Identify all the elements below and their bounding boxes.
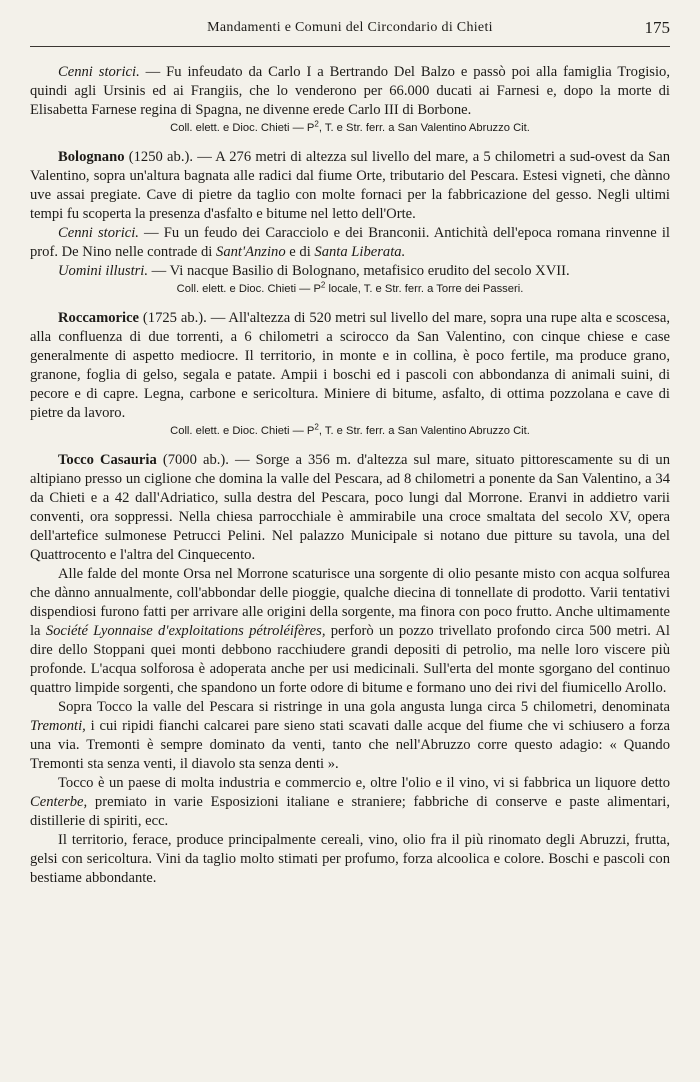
- paragraph-cenni-storici: [30, 224, 670, 262]
- note-text: , T. e Str. ferr. a San Valentino Abruzzo Cit.: [318, 122, 530, 134]
- paragraph-industria: [30, 774, 670, 831]
- paragraph-text: (1725 ab.). — All'altezza di 520 metri sul livello del mare, sopra una rupe alta e scoscesa, alla confluenza di due torrenti, a 6 chilometri a scirocco da San Valentino, con cinque chiese e case generalmente di aspetto mediocre. Il territorio, in monte e in collina, è poco fertile, ma produce grano, granone, foglia di gelso, segala e patate. Ampii i boschi ed i pascoli con abbondanza di animali suini, di pecore e di capre. Legna, carbone e sericoltura. Miniere di bitume, asfalto, di ottima pozzolana e cave di pietre da lavoro.: [30, 310, 670, 421]
- paragraph-cenni-storici: [30, 63, 670, 120]
- running-header: [30, 10, 670, 47]
- place-name: Santa Liberata.: [314, 244, 406, 260]
- liquor-name: Centerbe,: [30, 794, 88, 810]
- paragraph-text: Tocco è un paese di molta industria e commercio e, oltre l'olio e il vino, vi si fabbrica un liquore detto: [58, 775, 670, 791]
- entry-bolognano: [30, 148, 670, 224]
- paragraph-text: — Fu un feudo dei Caracciolo e dei Branconii. Antichità dell'epoca romana rinvenne il prof. De Nino nelle contrade di: [30, 225, 670, 260]
- header-title: Mandamenti e Comuni del Circondario di Chieti: [207, 20, 493, 35]
- uomini-illustri-label: Uomini illustri.: [58, 263, 149, 279]
- entry-name: Tocco Casauria: [58, 452, 157, 468]
- paragraph-text: — Fu infeudato da Carlo I a Bertrando Del Balzo e passò poi alla famiglia Trogisio, quindi agli Ursinis ed ai Frangiis, che lo venderono per 66.000 ducati ai Farnesi e, dopo la morte di Elisabetta Farnese regina di Spagna, ne divenne erede Carlo III di Borbone.: [30, 64, 670, 118]
- place-name: Sant'Anzino: [216, 244, 286, 260]
- paragraph-text: Il territorio, ferace, produce principalmente cereali, vino, olio fra il più rinomato degli Abruzzi, frutta, gelsi con sericoltura. Vini da taglio molto stimati per profumo, forza alcoolica e colore. Boschi e pascoli con bestiame abbondante.: [30, 832, 670, 886]
- entry-name: Bolognano: [58, 149, 125, 165]
- cenni-storici-label: Cenni storici.: [58, 64, 140, 80]
- paragraph-sorgente: [30, 565, 670, 698]
- note-text: , T. e Str. ferr. a San Valentino Abruzzo Cit.: [318, 425, 530, 437]
- page-body: [30, 63, 670, 888]
- cenni-storici-label: Cenni storici.: [58, 225, 139, 241]
- collegio-note: [30, 120, 670, 136]
- collegio-note: [30, 281, 670, 297]
- entry-name: Roccamorice: [58, 310, 140, 326]
- collegio-note: [30, 423, 670, 439]
- note-text: locale, T. e Str. ferr. a Torre dei Passeri.: [325, 283, 524, 295]
- paragraph-text: i cui ripidi fianchi calcarei pare sieno stati scavati dalle acque del fiume che vi schiusero a forza una via. Tremonti è sempre dominato da venti, tanto che nell'Abruzzo corre questo adagio: « Quando Tremonti sta senza venti, il diavolo sta senza denti ».: [30, 718, 670, 772]
- paragraph-text: — Vi nacque Basilio di Bolognano, metafisico erudito del secolo XVII.: [148, 263, 570, 279]
- entry-roccamorice: [30, 309, 670, 423]
- paragraph-text: perforò un pozzo trivellato profondo circa 500 metri. Al dire dello Stoppani quei monti debbono racchiudere grandi depositi di petrolio, ma nelle loro viscere più profonde. L'acqua solforosa è adoperata anche per usi medicinali. Sull'erta del monte sgorgano del continuo quattro limpide sorgenti, che spandono un forte odore di bitume e formano uno dei rivi del fiumicello Arollo.: [30, 623, 670, 696]
- paragraph-text: e di: [285, 244, 315, 260]
- note-text: Coll. elett. e Dioc. Chieti — P: [170, 122, 315, 134]
- paragraph-territorio: [30, 831, 670, 888]
- entry-tocco-casauria: [30, 451, 670, 565]
- note-text: Coll. elett. e Dioc. Chieti — P: [176, 283, 321, 295]
- note-sup: 2: [314, 422, 319, 432]
- company-name: Société Lyonnaise d'exploitations pétroléifères,: [45, 623, 326, 639]
- paragraph-text: (1250 ab.). — A 276 metri di altezza sul livello del mare, a 5 chilometri a sud-ovest da San Valentino, sopra un'altura bagnata alle radici dal fiume Orte, tributario del Pescara. Estesi vigneti, che dànno uve assai pregiate. Cave di pietre da taglio con molte fornaci per la fabbricazione del gesso. Negli ultimi tempi fu scoperta la presenza d'asfalto e bitume nel letto dell'Orte.: [30, 149, 670, 222]
- paragraph-text: Alle falde del monte Orsa nel Morrone scaturisce una sorgente di olio pesante misto con acqua solfurea che dànno annualmente, coll'abbondar delle pioggie, qualche diecina di tonnellate di prodotto. Varii tentativi dispendiosi furono fatti per arrivare alle origini della sorgente, ma finora con poco frutto. Anche ultimamente la: [30, 566, 670, 639]
- note-text: Coll. elett. e Dioc. Chieti — P: [170, 425, 315, 437]
- page-number: 175: [644, 18, 670, 37]
- paragraph-text: (7000 ab.). — Sorge a 356 m. d'altezza sul mare, situato pittorescamente su di un altipiano presso un ciglione che domina la valle del Pescara, ad 8 chilometri a ponente da San Valentino, a 34 da Chieti e a 42 dall'Adriatico, sulla destra del Pescara, poco lungi dal Morrone. Eranvi in addietro varii conventi, ora soppressi. Nella chiesa parrocchiale è ammirabile una croce smaltata del secolo XV, opera dell'artefice sulmonese Petrucci Pelini. Nel palazzo Municipale si notano due pitture su tavola, una del Quattrocento e l'altra del Cinquecento.: [30, 452, 670, 563]
- place-name: Tremonti,: [30, 718, 86, 734]
- paragraph-text: Sopra Tocco la valle del Pescara si ristringe in una gola angusta lunga circa 5 chilometri, denominata: [58, 699, 670, 715]
- note-sup: 2: [320, 280, 326, 290]
- paragraph-uomini-illustri: [30, 262, 670, 281]
- paragraph-text: premiato in varie Esposizioni italiane e straniere; fabbriche di conserve e paste alimentari, distillerie di spiriti, ecc.: [30, 794, 670, 829]
- note-sup: 2: [314, 119, 319, 129]
- paragraph-tremonti: [30, 698, 670, 774]
